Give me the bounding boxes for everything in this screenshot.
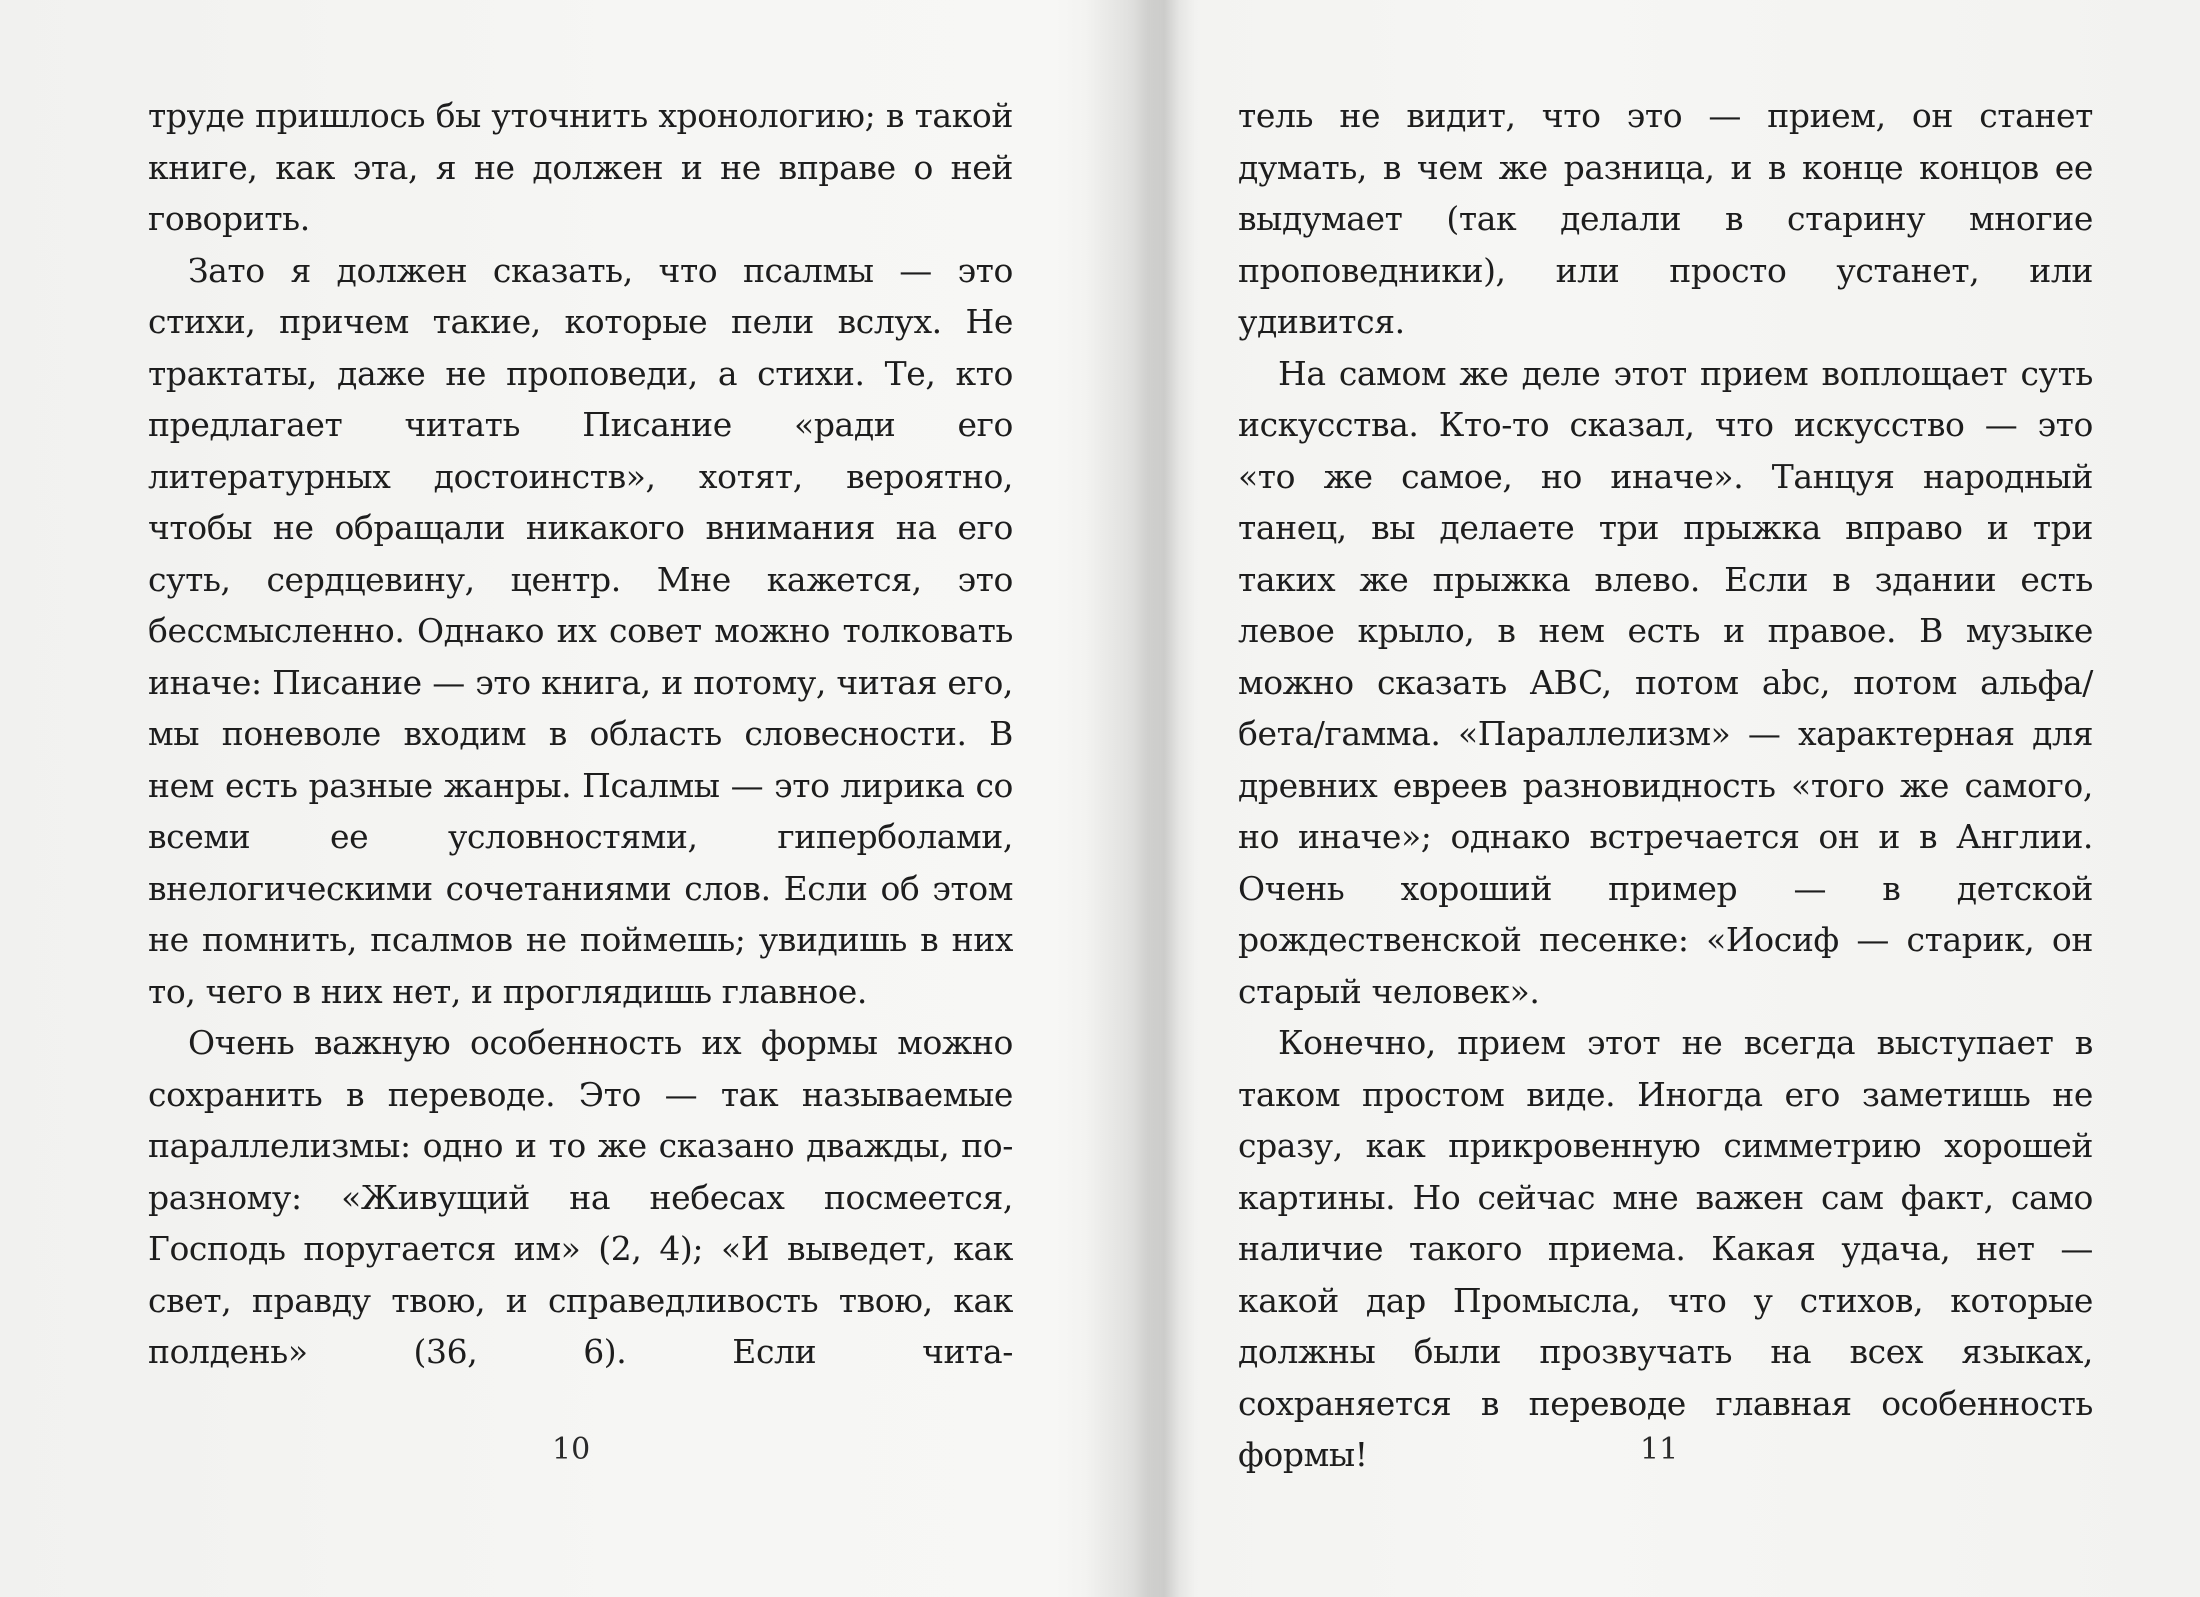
book-gutter [1085, 0, 1195, 1597]
right-paragraph-3: Конечно, прием этот не всегда выступает в таком простом виде. Иногда его заметишь не сразу, как прикровенную симметрию хорошей картины. Но сейчас мне важен сам факт, само наличие такого приема. Какая удача, нет — какой дар Промысла, что у стихов, которые должны были прозвучать на всех языках, сохраняется в переводе главная особенность формы! [1238, 1023, 2093, 1474]
right-paragraph-1: тель не видит, что это — прием, он станет думать, в чем же разница, и в конце концов ее выдумает (так делали в старину многие проповедники), или просто устанет, или удивится. [1238, 96, 2093, 341]
left-paragraph-2: Зато я должен сказать, что псалмы — это стихи, причем такие, которые пели вслух. Не трактаты, даже не проповеди, а стихи. Те, кто предлагает читать Писание «ради его литературных достоинств», хотят, вероятно, чтобы не обращали никакого внимания на его суть, сердцевину, центр. Мне кажется, это бессмысленно. Однако их совет можно толковать иначе: Писание — это книга, и потому, читая его, мы поневоле входим в область словесности. В нем есть разные жанры. Псалмы — это лирика со всеми ее условностями, гиперболами, внелогическими сочетаниями слов. Если об этом не помнить, псалмов не поймешь; увидишь в них то, чего в них нет, и проглядишь главное. [148, 250, 1013, 1011]
left-page-number: 10 [552, 1432, 591, 1467]
right-page [1238, 90, 2093, 1481]
left-paragraph-1: труде пришлось бы уточнить хронологию; в такой книге, как эта, я не должен и не вправе о ней говорить. [148, 96, 1013, 238]
right-paragraph-2: На самом же деле этот прием воплощает суть искусства. Кто-то сказал, что искусство — это «то же самое, но иначе». Танцуя народный танец, вы делаете три прыжка вправо и три таких же прыжка влево. Если в здании есть левое крыло, в нем есть и правое. В музыке можно сказать ABC, потом abc, потом альфа/бета/гамма. «Параллелизм» — характерная для древних евреев разновидность «того же самого, но иначе»; однако встречается он и в Англии. Очень хороший пример — в детской рождественской песенке: «Иосиф — старик, он старый человек». [1238, 353, 2093, 1011]
right-page-number: 11 [1640, 1432, 1679, 1467]
left-page [148, 90, 1013, 1378]
left-paragraph-3: Очень важную особенность их формы можно сохранить в переводе. Это — так называемые параллелизмы: одно и то же сказано дважды, по-разному: «Живущий на небесах посмеется, Господь поругается им» (2, 4); «И выведет, как свет, правду твою, и справедливость твою, как полдень» (36, 6). Если чита- [148, 1023, 1013, 1371]
